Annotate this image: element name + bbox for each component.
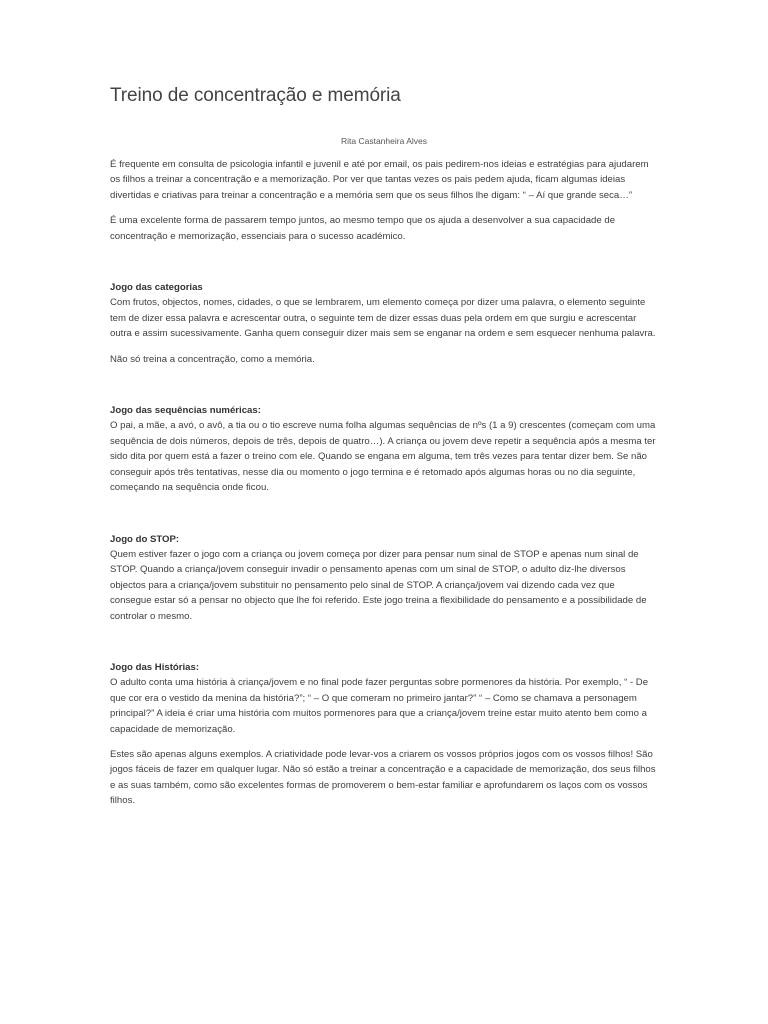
intro-paragraph-1: É frequente em consulta de psicologia infantil e juvenil e até por email, os pais pedirem-nos ideias e estratégias para ajudarem os filhos a treinar a concentração e a memorização. Por ver que tantas vezes os pais pedem ajuda, ficam algumas ideias divertidas e criativas para treinar a concentração e a memória sem que os seus filhos lhe digam: “ – Aí que grande seca…” (110, 159, 649, 201)
section-historias (110, 660, 658, 737)
section-stop (110, 532, 658, 624)
section-extra: Não só treina a concentração, como a memória. (110, 353, 315, 365)
intro-paragraph-2: É uma excelente forma de passarem tempo juntos, ao mesmo tempo que os ajuda a desenvolver a sua capacidade de concentração e memorização, essenciais para o sucesso académico. (110, 215, 616, 242)
section-body: O pai, a mãe, a avó, o avô, a tia ou o tio escreve numa folha algumas sequências de nºs (1 a 9) crescentes (começam com uma sequência de dois números, depois de três, depois de quatro…). A criança ou jovem deve repetir a sequência após a mesma ter sido dita por quem está a fazer o treino com ele. Quando se engana em alguma, tem três vezes para tentar dizer bem. Se não conseguir após três tentativas, nesse dia ou momento o jogo termina e é retomado após algumas horas ou no dia seguinte, começando na sequência onde ficou. (110, 420, 656, 494)
closing-paragraph: Estes são apenas alguns exemplos. A criatividade pode levar-vos a criarem os vossos próprios jogos com os vossos filhos! São jogos fáceis de fazer em qualquer lugar. Não só estão a treinar a concentração e a capacidade de memorização, dos seus filhos e as suas também, como são excelentes formas de promoverem o bem-estar familiar e aprofundarem os laços com os vossos filhos. (110, 748, 656, 807)
section-categorias (110, 280, 658, 367)
section-body: Quem estiver fazer o jogo com a criança ou jovem começa por dizer para pensar num sinal de STOP e apenas num sinal de STOP. Quando a criança/jovem conseguir invadir o pensamento apenas com um sinal de STOP, o adulto diz-lhe diversos objectos para a criança/jovem substituir no pensamento pelo sinal de STOP. A criança/jovem vai dizendo cada vez que consegue estar só a pensar no objecto que lhe foi referido. Este jogo treina a flexibilidade do pensamento e a possibilidade de controlar o mesmo. (110, 548, 647, 622)
document-page (110, 84, 658, 809)
section-body: O adulto conta uma história à criança/jovem e no final pode fazer perguntas sobre pormenores da história. Por exemplo, “ - De que cor era o vestido da menina da história?”; “ – O que comeram no primeiro jantar?” “ – Como se chamava a personagem principal?” A ideia é criar uma história com muitos pormenores para que a criança/jovem treine estar muito atento bem como a capacidade de memorização. (110, 677, 649, 735)
section-heading: Jogo das Histórias: (110, 661, 200, 673)
section-sequencias (110, 403, 658, 495)
author-name: Rita Castanheira Alves (341, 136, 427, 146)
section-body: Com frutos, objectos, nomes, cidades, o que se lembrarem, um elemento começa por dizer uma palavra, o elemento seguinte tem de dizer essa palavra e acrescentar outra, o seguinte tem de dizer essas duas pela ordem em que surgiu e acrescentar outra e assim sucessivamente. Ganha quem conseguir dizer mais sem se enganar na ordem e sem esquecer nenhuma palavra. (110, 297, 656, 340)
page-title: Treino de concentração e memória (110, 85, 401, 106)
section-heading: Jogo das categorias (110, 282, 203, 294)
section-heading: Jogo das sequências numéricas: (110, 405, 261, 417)
section-heading: Jogo do STOP: (110, 533, 180, 545)
